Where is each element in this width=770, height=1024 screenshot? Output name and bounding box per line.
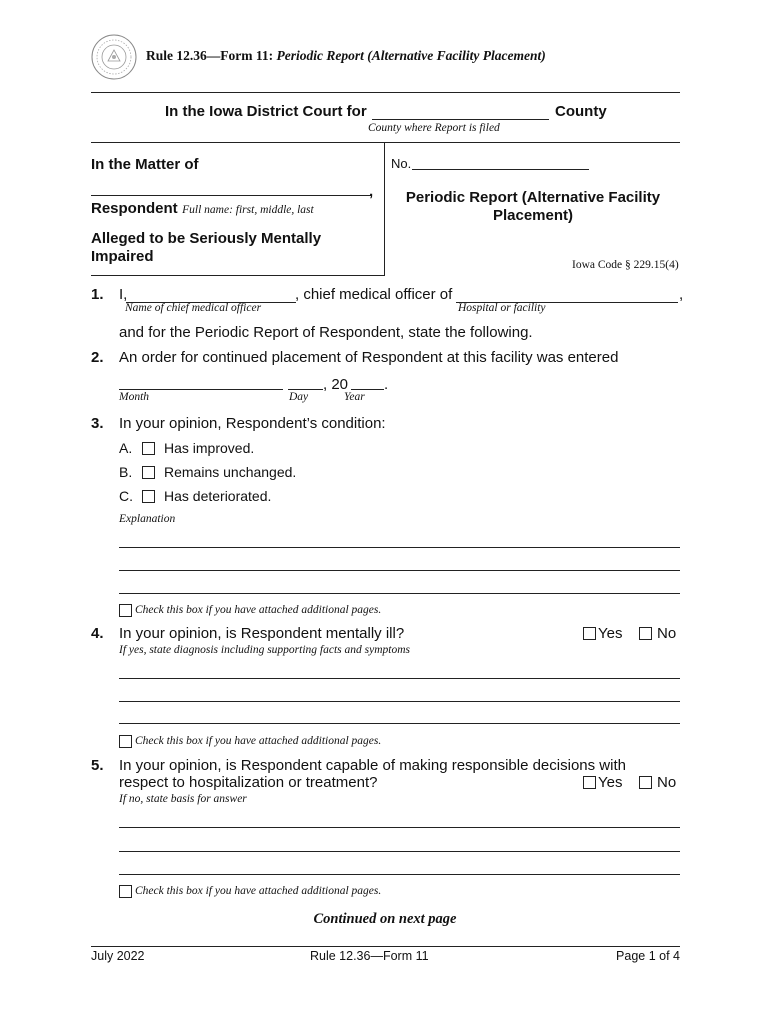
item2-number: 2. <box>91 349 104 366</box>
explanation-caption: Explanation <box>119 513 176 525</box>
respondent-name-field[interactable] <box>91 195 371 196</box>
item3-attach-label: Check this box if you have attached additional pages. <box>135 604 382 616</box>
diagnosis-line-2[interactable] <box>119 701 680 702</box>
respondent-label-row <box>91 200 314 218</box>
document-title: Periodic Report (Alternative Facility Placement) <box>405 189 661 224</box>
item5-caption: If no, state basis for answer <box>119 793 247 805</box>
option-b-letter: B. <box>119 464 133 480</box>
item1-number: 1. <box>91 286 104 303</box>
option-a-letter: A. <box>119 440 133 456</box>
item3-number: 3. <box>91 415 104 432</box>
option-a-label: Has improved. <box>164 440 255 456</box>
in-the-matter: In the Matter of <box>91 156 199 173</box>
form-title-name: Periodic Report (Alternative Facility Placement) <box>276 48 546 63</box>
option-c-label: Has deteriorated. <box>164 488 272 504</box>
item1-i: I, <box>119 286 128 303</box>
item2-text: An order for continued placement of Respondent at this facility was entered <box>119 349 619 366</box>
item5-no-label: No <box>657 774 677 791</box>
form-title-rule: Rule 12.36—Form 11: <box>146 48 274 63</box>
explanation-line-3[interactable] <box>119 593 680 594</box>
item4-no-label: No <box>657 625 677 642</box>
hospital-caption: Hospital or facility <box>458 302 546 314</box>
item2-comma20: , 20 <box>323 376 349 393</box>
footer-rule-label: Rule 12.36—Form 11 <box>310 949 429 963</box>
item3-text: In your opinion, Respondent’s condition: <box>119 415 386 432</box>
day-caption: Day <box>289 391 309 403</box>
respondent-label: Respondent <box>91 200 178 217</box>
item2-period: . <box>384 376 389 393</box>
option-b-checkbox[interactable] <box>142 466 155 479</box>
item4-number: 4. <box>91 625 104 642</box>
case-number-field[interactable] <box>412 169 589 170</box>
officer-caption: Name of chief medical officer <box>125 302 262 314</box>
respondent-comma: , <box>369 183 374 200</box>
county-caption: County where Report is filed <box>368 122 500 134</box>
item5-text-line2: respect to hospitalization or treatment? <box>119 774 378 791</box>
caption-divider <box>384 142 385 275</box>
month-caption: Month <box>119 391 150 403</box>
option-b-label: Remains unchanged. <box>164 464 297 480</box>
basis-line-3[interactable] <box>119 874 680 875</box>
explanation-line-2[interactable] <box>119 570 680 571</box>
item4-attach-label: Check this box if you have attached additional pages. <box>135 735 382 747</box>
diagnosis-line-1[interactable] <box>119 678 680 679</box>
item1-mid: , chief medical officer of <box>295 286 453 303</box>
alleged-text: Alleged to be Seriously Mentally Impaired <box>91 230 322 265</box>
court-prefix: In the Iowa District Court for <box>165 103 367 120</box>
year-caption: Year <box>344 391 365 403</box>
day-field[interactable] <box>288 389 323 390</box>
month-field[interactable] <box>119 389 283 390</box>
footer-rule <box>91 946 680 947</box>
explanation-line-1[interactable] <box>119 547 680 548</box>
court-seal <box>91 34 137 80</box>
item4-caption: If yes, state diagnosis including supporting facts and symptoms <box>119 644 411 656</box>
item5-yes-label: Yes <box>598 774 623 791</box>
form-title <box>146 48 546 64</box>
continued-note: Continued on next page <box>313 911 457 927</box>
item5-number: 5. <box>91 757 104 774</box>
option-a-checkbox[interactable] <box>142 442 155 455</box>
item5-yes-checkbox[interactable] <box>583 776 596 789</box>
basis-line-2[interactable] <box>119 851 680 852</box>
option-c-letter: C. <box>119 488 133 504</box>
caption-bottom-rule <box>91 275 385 276</box>
item5-attach-checkbox[interactable] <box>119 885 132 898</box>
item1-line2: and for the Periodic Report of Respondent, state the following. <box>119 324 533 341</box>
footer-date: July 2022 <box>91 949 145 963</box>
respondent-caption: Full name: first, middle, last <box>182 204 314 216</box>
item4-yes-label: Yes <box>598 625 623 642</box>
item1-end: , <box>679 286 684 303</box>
footer-page: Page 1 of 4 <box>616 949 680 963</box>
item5-attach-label: Check this box if you have attached additional pages. <box>135 885 382 897</box>
diagnosis-line-3[interactable] <box>119 723 680 724</box>
basis-line-1[interactable] <box>119 827 680 828</box>
item4-attach-checkbox[interactable] <box>119 735 132 748</box>
item4-no-checkbox[interactable] <box>639 627 652 640</box>
item4-text: In your opinion, is Respondent mentally ill? <box>119 625 405 642</box>
year-field[interactable] <box>351 389 384 390</box>
court-suffix: County <box>555 103 607 120</box>
item3-attach-checkbox[interactable] <box>119 604 132 617</box>
county-field[interactable] <box>372 119 549 120</box>
item4-yes-checkbox[interactable] <box>583 627 596 640</box>
iowa-code: Iowa Code § 229.15(4) <box>572 259 679 271</box>
case-number-label: No. <box>391 156 412 171</box>
item5-text-line1: In your opinion, is Respondent capable of making responsible decisions with <box>119 757 626 774</box>
item5-no-checkbox[interactable] <box>639 776 652 789</box>
option-c-checkbox[interactable] <box>142 490 155 503</box>
header-rule <box>91 92 680 93</box>
caption-top-rule <box>91 142 680 143</box>
